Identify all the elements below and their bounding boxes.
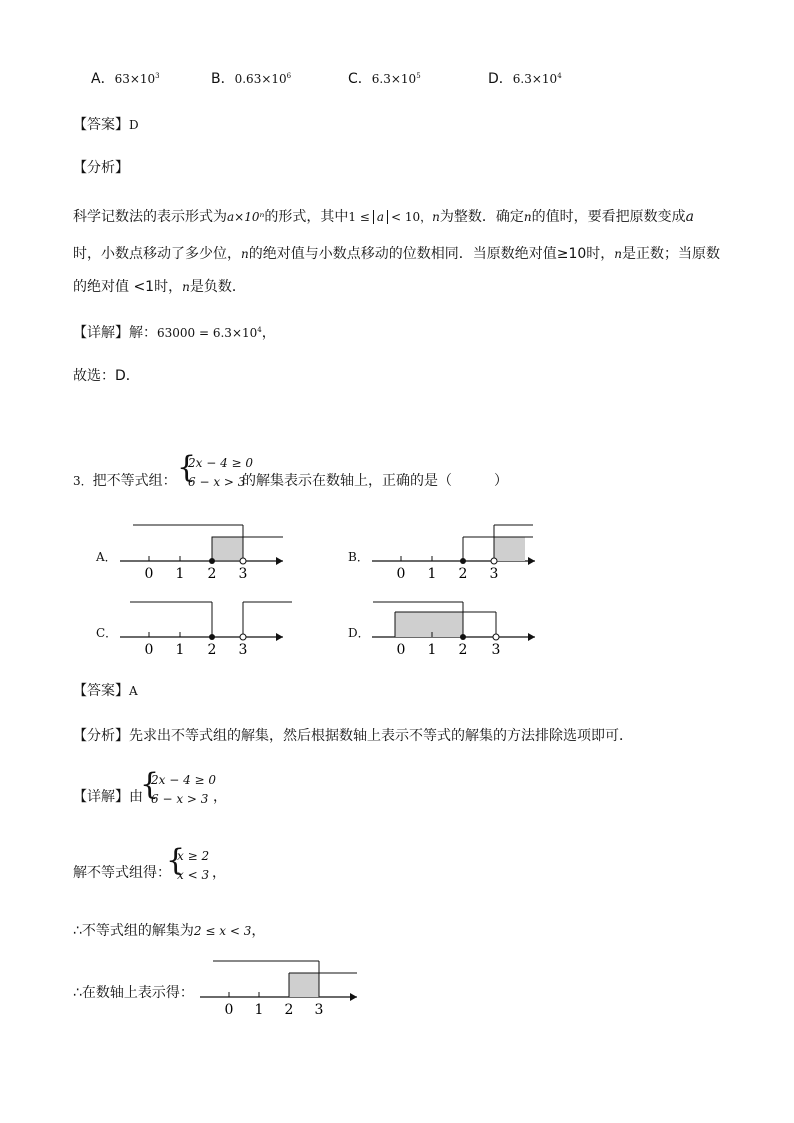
solve-text: 解不等式组得：: [73, 865, 171, 881]
variable-n: n: [432, 210, 440, 224]
solve-system: [177, 847, 209, 885]
detail-system: [151, 771, 216, 809]
choice-d-value: 6.3×10: [512, 72, 558, 86]
option-label: B．: [348, 550, 369, 564]
option-c-number-line: [120, 602, 292, 658]
solid-dot: [460, 634, 466, 640]
arrow-icon: [276, 557, 283, 565]
tick-label: 3: [238, 642, 248, 658]
analysis: [73, 725, 633, 745]
option-a-number-line: [120, 525, 283, 582]
variable-n: n: [241, 247, 249, 261]
tick-label: 0: [396, 566, 406, 582]
text-fragment: ∴不等式组的解集为: [73, 923, 194, 939]
arrow-icon: [528, 633, 535, 641]
hollow-dot: [240, 558, 246, 564]
answer-value: D: [129, 118, 139, 132]
answer-tag: 【答案】: [73, 117, 129, 133]
choice-a-exponent: 3: [155, 72, 160, 80]
hollow-dot: [240, 634, 246, 640]
choice-d-label: D．: [488, 71, 513, 87]
final-number-line: [200, 961, 357, 1018]
tick-label: 0: [144, 566, 154, 582]
system-line-1: 2x − 4 ≥ 0: [151, 773, 217, 787]
variable-a: a: [685, 209, 694, 225]
detail-tag: 【详解】: [73, 789, 129, 805]
system-line-2: x < 3: [177, 868, 210, 882]
variable-n: n: [614, 247, 623, 261]
question-prompt-tail: 的解集表示在数轴上，正确的是（ ）: [242, 473, 508, 489]
tick-label: 1: [254, 1002, 264, 1018]
detail-tail: ，: [213, 789, 227, 805]
choice-d-exponent: 4: [557, 72, 562, 80]
hollow-dot: [491, 558, 497, 564]
tick-label: 3: [238, 566, 248, 582]
inequality-left: 1 ≤: [348, 210, 370, 224]
solution-set: [73, 920, 265, 940]
text-fragment: 的形式，其中: [264, 209, 349, 225]
variable-n: n: [523, 210, 532, 224]
final-text: ∴在数轴上表示得：: [73, 985, 194, 1001]
system-line-1: x ≥ 2: [177, 849, 210, 863]
sci-notation-expr: a×10ⁿ: [227, 210, 265, 224]
tick-label: 2: [458, 566, 468, 582]
tick-label: 3: [491, 642, 501, 658]
analysis-text: 先求出不等式组的解集，然后根据数轴上表示不等式的解集的方法排除选项即可．: [129, 728, 633, 744]
equation: 63000 = 6.3×10: [157, 326, 258, 340]
answer: [73, 680, 138, 700]
solid-dot: [209, 558, 215, 564]
detail: [73, 786, 143, 806]
choice-c-label: C．: [348, 71, 372, 87]
solid-dot: [209, 634, 215, 640]
prev-analysis-tag: 【分析】: [73, 160, 129, 176]
text-fragment: 时，小数点移动了多少位，: [73, 246, 241, 262]
system-line-2: 6 − x > 3: [151, 792, 209, 806]
prev-choose: 故选：D．: [73, 368, 140, 384]
tick-label: 3: [314, 1002, 324, 1018]
choice-c-value: 6.3×10: [371, 72, 417, 86]
brace-icon: {: [140, 767, 160, 802]
detail-tag: 【详解】: [73, 325, 129, 341]
tick-label: 1: [175, 642, 185, 658]
tick-label: 3: [489, 566, 499, 582]
choice-b-exponent: 6: [286, 72, 292, 80]
choice-a-value: 63×10: [114, 72, 156, 86]
choice-b-value: 0.63×10: [234, 72, 287, 86]
option-d-number-line: [372, 602, 535, 658]
text-fragment: 解：: [129, 325, 157, 341]
arrow-icon: [350, 993, 357, 1001]
choice-b-label: B．: [211, 71, 235, 87]
question-prompt: 把不等式组：: [92, 473, 177, 489]
option-label: A．: [96, 550, 117, 564]
text-fragment: ，: [251, 923, 266, 939]
variable-n: n: [182, 280, 190, 294]
tick-label: 1: [427, 642, 437, 658]
answer-tag: 【答案】: [73, 683, 129, 699]
brace-icon: {: [166, 843, 186, 878]
text-fragment: ，: [261, 325, 276, 341]
text-fragment: 的值时，要看把原数变成: [531, 209, 686, 225]
tick-label: 0: [144, 642, 154, 658]
tick-label: 0: [224, 1002, 234, 1018]
system-line-1: 2x − 4 ≥ 0: [188, 456, 254, 470]
option-label: C．: [96, 626, 118, 640]
text-fragment: 由: [129, 789, 143, 805]
choice-c-exponent: 5: [416, 72, 421, 80]
option-b-number-line: [372, 525, 535, 582]
tick-label: 2: [458, 642, 468, 658]
absolute-value: a: [373, 210, 388, 224]
exponent: 4: [257, 326, 262, 334]
question-number: 3．: [73, 474, 93, 488]
tick-label: 1: [175, 566, 185, 582]
tick-label: 2: [284, 1002, 294, 1018]
solid-dot: [460, 558, 466, 564]
solve-tail: ，: [212, 865, 226, 881]
tick-label: 2: [207, 642, 217, 658]
tick-label: 1: [427, 566, 437, 582]
option-label: D．: [348, 626, 370, 640]
inequality-right: < 10，: [391, 210, 433, 224]
tick-label: 0: [396, 642, 406, 658]
text-fragment: 是正数；当原数: [622, 246, 721, 262]
analysis-tag: 【分析】: [73, 728, 129, 744]
text-fragment: 的绝对值与小数点移动的位数相同．当原数绝对值≥10时，: [248, 246, 615, 262]
text-fragment: 是负数．: [189, 279, 246, 295]
arrow-icon: [528, 557, 535, 565]
choice-a-label: A．: [91, 71, 115, 87]
tick-label: 2: [207, 566, 217, 582]
hollow-dot: [493, 634, 499, 640]
answer-value: A: [129, 684, 138, 698]
solution-expr: 2 ≤ x < 3: [193, 924, 252, 938]
arrow-icon: [276, 633, 283, 641]
text-fragment: 的绝对值 <1时，: [73, 279, 183, 295]
text-fragment: 科学记数法的表示形式为: [73, 209, 227, 225]
system-line-2: 6 − x > 3: [188, 475, 246, 489]
text-fragment: 为整数．确定: [439, 209, 524, 225]
brace-icon: {: [177, 450, 197, 485]
